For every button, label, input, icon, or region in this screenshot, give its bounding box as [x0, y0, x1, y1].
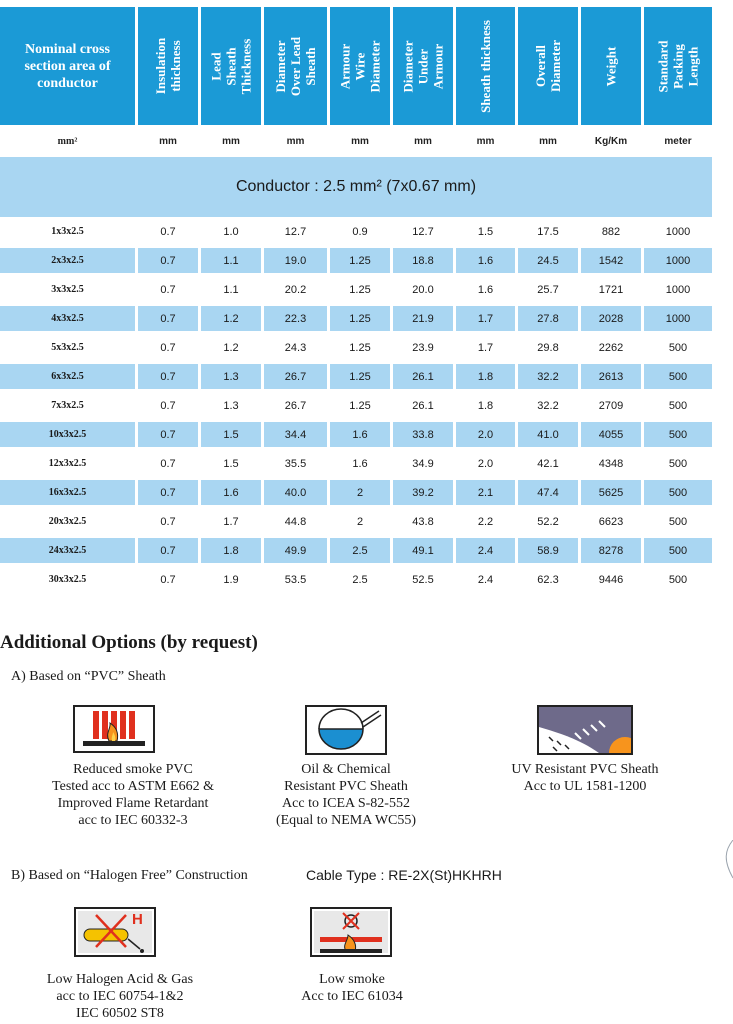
options-title: Additional Options (by request) [0, 632, 258, 653]
unit-cell: mm [476, 135, 495, 147]
spec-table [0, 7, 712, 594]
table-cell: 26.7 [284, 399, 307, 412]
table-cell: 0.7 [138, 422, 198, 447]
unit-cell: mm [222, 135, 240, 147]
table-row [0, 275, 712, 304]
table-cell: 52.2 [537, 515, 559, 528]
table-cell: 1.25 [349, 341, 371, 354]
row-size-cell: 6x3x2.5 [0, 364, 135, 389]
table-cell: 42.1 [537, 457, 559, 470]
table-cell: 19.0 [264, 248, 327, 273]
unit-cell: mm [351, 135, 369, 147]
caption-line: Improved Flame Retardant [57, 796, 209, 811]
row-size-cell: 3x3x2.5 [51, 284, 84, 295]
uv-sun-icon [537, 705, 633, 755]
table-cell: 1.2 [201, 306, 261, 331]
table-cell: 500 [644, 480, 712, 505]
table-cell: 1.7 [456, 306, 515, 331]
table-cell: 2 [330, 480, 390, 505]
table-row [0, 217, 712, 246]
table-cell: 2.1 [456, 480, 515, 505]
table-row [0, 478, 712, 507]
table-cell: 1.7 [477, 341, 494, 354]
table-cell: 34.4 [264, 422, 327, 447]
low-smoke-icon [310, 907, 392, 957]
table-cell: 12.7 [412, 225, 434, 238]
caption-line: Acc to ICEA S-82-552 [282, 796, 410, 811]
table-cell: 2.2 [477, 515, 494, 528]
table-row [0, 362, 712, 391]
table-cell: 1.3 [223, 399, 239, 412]
table-cell: 1.8 [201, 538, 261, 563]
table-cell: 2262 [598, 341, 624, 354]
table-cell: 500 [644, 422, 712, 447]
pvc-item-1-caption [28, 761, 238, 829]
unit-cell: mm [159, 135, 177, 147]
table-cell: 1.25 [349, 399, 371, 412]
section-b-label: B) Based on “Halogen Free” Construction [11, 868, 248, 883]
header-label: Nominal cross section area of conductor [24, 41, 111, 91]
unit-cell: mm [414, 135, 432, 147]
header-lead-sheath [201, 7, 261, 125]
header-label: Sheath thickness [478, 19, 494, 113]
unit-cell: Kg/Km [594, 135, 628, 147]
table-cell: 2 [356, 515, 364, 528]
table-cell: 22.3 [264, 306, 327, 331]
cable-type-label: Cable Type : RE-2X(St)HKHRH [306, 867, 502, 883]
halogen-letter: H [132, 911, 143, 928]
header-cross-section [0, 7, 135, 125]
pvc-item-2-caption [246, 761, 446, 829]
table-cell: 500 [668, 457, 688, 470]
table-cell: 27.8 [518, 306, 578, 331]
table-cell: 2.5 [330, 538, 390, 563]
table-cell: 40.0 [264, 480, 327, 505]
table-cell: 29.8 [537, 341, 559, 354]
table-cell: 1721 [598, 283, 624, 296]
table-cell: 500 [668, 515, 688, 528]
table-cell: 2028 [581, 306, 641, 331]
halogen-acid-gas-icon [74, 907, 156, 957]
table-row [0, 507, 712, 536]
conductor-band [0, 157, 712, 217]
table-row [0, 304, 712, 333]
caption-line: acc to IEC 60754-1&2 [56, 989, 184, 1004]
table-cell: 43.8 [412, 515, 434, 528]
caption-line: IEC 60502 ST8 [76, 1006, 164, 1021]
caption-line: Acc to IEC 61034 [301, 989, 403, 1004]
table-cell: 1.3 [201, 364, 261, 389]
table-cell: 23.9 [412, 341, 434, 354]
table-cell: 1.25 [330, 364, 390, 389]
caption-line: Tested acc to ASTM E662 & [52, 779, 214, 794]
table-cell: 20.2 [284, 283, 307, 296]
table-cell: 1.6 [352, 457, 368, 470]
table-cell: 1.6 [456, 248, 515, 273]
table-cell: 62.3 [537, 573, 559, 586]
row-size-cell: 2x3x2.5 [0, 248, 135, 273]
pvc-item-3-caption [480, 761, 690, 795]
table-cell: 1.8 [456, 364, 515, 389]
table-cell: 500 [668, 573, 688, 586]
table-cell: 9446 [598, 573, 624, 586]
table-cell: 58.9 [518, 538, 578, 563]
header-label: Weight [603, 46, 619, 86]
table-cell: 49.1 [393, 538, 453, 563]
table-cell: 882 [601, 225, 621, 238]
table-cell: 18.8 [393, 248, 453, 273]
table-cell: 1542 [581, 248, 641, 273]
header-dia-under-armour [393, 7, 453, 125]
table-cell: 1.7 [223, 515, 239, 528]
row-size-cell: 24x3x2.5 [0, 538, 135, 563]
table-cell: 12.7 [284, 225, 307, 238]
table-cell: 1.8 [477, 399, 494, 412]
caption-line: Reduced smoke PVC [73, 762, 193, 777]
table-cell: 1.5 [201, 422, 261, 447]
conductor-label: Conductor : 2.5 mm² (7x0.67 mm) [235, 178, 477, 195]
table-cell: 0.7 [160, 457, 176, 470]
unit-cell: mm [286, 135, 305, 147]
header-label: Standard Packing Length [655, 39, 701, 93]
row-size-cell: 20x3x2.5 [48, 516, 87, 527]
table-cell: 34.9 [412, 457, 434, 470]
header-dia-over-lead [264, 7, 327, 125]
table-cell: 1000 [665, 283, 691, 296]
table-cell: 0.7 [160, 573, 176, 586]
table-cell: 1.6 [330, 422, 390, 447]
table-cell: 1.1 [223, 283, 239, 296]
table-cell: 4055 [581, 422, 641, 447]
table-cell: 0.7 [160, 341, 176, 354]
hf-item-1-caption [20, 971, 220, 1022]
table-cell: 39.2 [393, 480, 453, 505]
table-cell: 1000 [644, 248, 712, 273]
table-row [0, 420, 712, 449]
table-cell: 1.2 [223, 341, 239, 354]
table-cell: 47.4 [518, 480, 578, 505]
table-cell: 500 [668, 399, 688, 412]
table-cell: 1.25 [330, 248, 390, 273]
header-armour-wire [330, 7, 390, 125]
row-size-cell: 4x3x2.5 [0, 306, 135, 331]
table-cell: 49.9 [264, 538, 327, 563]
table-cell: 1.9 [223, 573, 239, 586]
table-cell: 52.5 [412, 573, 434, 586]
header-weight [581, 7, 641, 125]
row-size-cell: 12x3x2.5 [48, 458, 87, 469]
header-insulation [138, 7, 198, 125]
table-cell: 1.0 [223, 225, 239, 238]
row-size-cell: 30x3x2.5 [48, 574, 87, 585]
table-cell: 1.5 [477, 225, 494, 238]
table-cell: 1.5 [223, 457, 239, 470]
table-cell: 24.5 [518, 248, 578, 273]
header-overall-dia [518, 7, 578, 125]
table-cell: 0.7 [138, 364, 198, 389]
table-cell: 2.0 [477, 457, 494, 470]
table-cell: 0.7 [160, 283, 176, 296]
table-cell: 5625 [581, 480, 641, 505]
section-a-label: A) Based on “PVC” Sheath [11, 669, 166, 684]
table-cell: 0.9 [352, 225, 368, 238]
reduced-smoke-flame-icon [73, 705, 155, 753]
table-cell: 44.8 [284, 515, 307, 528]
table-cell: 20.0 [412, 283, 434, 296]
table-cell: 1.1 [201, 248, 261, 273]
caption-line: Low Halogen Acid & Gas [46, 972, 194, 987]
table-cell: 500 [668, 341, 688, 354]
table-cell: 2.0 [456, 422, 515, 447]
header-label: Diameter Over Lead Sheath [273, 36, 318, 96]
table-cell: 0.7 [138, 480, 198, 505]
table-cell: 35.5 [284, 457, 307, 470]
table-row [0, 536, 712, 565]
table-cell: 33.8 [393, 422, 453, 447]
table-cell: 26.7 [264, 364, 327, 389]
table-row [0, 391, 712, 420]
header-label: Insulation thickness [153, 37, 183, 95]
table-cell: 1.25 [330, 306, 390, 331]
caption-line: Low smoke [319, 972, 385, 987]
table-cell: 6623 [598, 515, 624, 528]
caption-line: acc to IEC 60332-3 [78, 813, 188, 828]
table-cell: 1.25 [349, 283, 371, 296]
unit-cell: mm [539, 135, 557, 147]
table-cell: 24.3 [284, 341, 307, 354]
table-cell: 17.5 [537, 225, 559, 238]
row-size-cell: 5x3x2.5 [51, 342, 84, 353]
table-cell: 8278 [581, 538, 641, 563]
unit-cell: mm² [57, 135, 78, 147]
table-cell: 1000 [644, 306, 712, 331]
page-edge-decoration [719, 840, 733, 880]
caption-line: UV Resistant PVC Sheath [511, 762, 659, 777]
table-cell: 25.7 [537, 283, 559, 296]
table-cell: 2.4 [456, 538, 515, 563]
caption-line: Oil & Chemical [301, 762, 391, 777]
table-row [0, 246, 712, 275]
table-cell: 2709 [598, 399, 624, 412]
hf-item-2-caption [262, 971, 442, 1005]
table-cell: 2.5 [352, 573, 368, 586]
table-cell: 41.0 [518, 422, 578, 447]
caption-line: Resistant PVC Sheath [284, 779, 408, 794]
row-size-cell: 10x3x2.5 [0, 422, 135, 447]
table-cell: 1.6 [201, 480, 261, 505]
unit-row [0, 125, 712, 157]
data-rows [0, 217, 712, 594]
table-cell: 1.6 [477, 283, 494, 296]
table-cell: 0.7 [138, 306, 198, 331]
header-label: Diameter Under Armour [400, 40, 446, 92]
table-cell: 500 [644, 538, 712, 563]
row-size-cell: 1x3x2.5 [51, 226, 84, 237]
table-cell: 53.5 [284, 573, 307, 586]
table-cell: 0.7 [160, 515, 176, 528]
table-cell: 26.1 [412, 399, 434, 412]
header-sheath [456, 7, 515, 125]
table-cell: 0.7 [160, 399, 176, 412]
table-row [0, 565, 712, 594]
table-cell: 0.7 [138, 248, 198, 273]
oil-chemical-flask-icon [305, 705, 387, 755]
table-cell: 2613 [581, 364, 641, 389]
table-cell: 32.2 [537, 399, 559, 412]
table-row [0, 449, 712, 478]
row-size-cell: 7x3x2.5 [51, 400, 84, 411]
table-cell: 4348 [598, 457, 624, 470]
table-cell: 500 [644, 364, 712, 389]
table-cell: 0.7 [138, 538, 198, 563]
caption-line: Acc to UL 1581-1200 [523, 779, 647, 794]
table-row [0, 333, 712, 362]
table-cell: 32.2 [518, 364, 578, 389]
table-cell: 0.7 [160, 225, 176, 238]
header-label: Overall Diameter [533, 40, 563, 92]
row-size-cell: 16x3x2.5 [0, 480, 135, 505]
header-label: Lead Sheath Thickness [208, 38, 254, 94]
table-cell: 1000 [665, 225, 691, 238]
header-label: Armour Wire Diameter [337, 40, 383, 92]
header-packing-length [644, 7, 712, 125]
table-header-row [0, 7, 712, 125]
caption-line: (Equal to NEMA WC55) [275, 813, 417, 828]
unit-cell: meter [664, 135, 692, 147]
table-cell: 2.4 [477, 573, 494, 586]
table-cell: 26.1 [393, 364, 453, 389]
table-cell: 21.9 [393, 306, 453, 331]
